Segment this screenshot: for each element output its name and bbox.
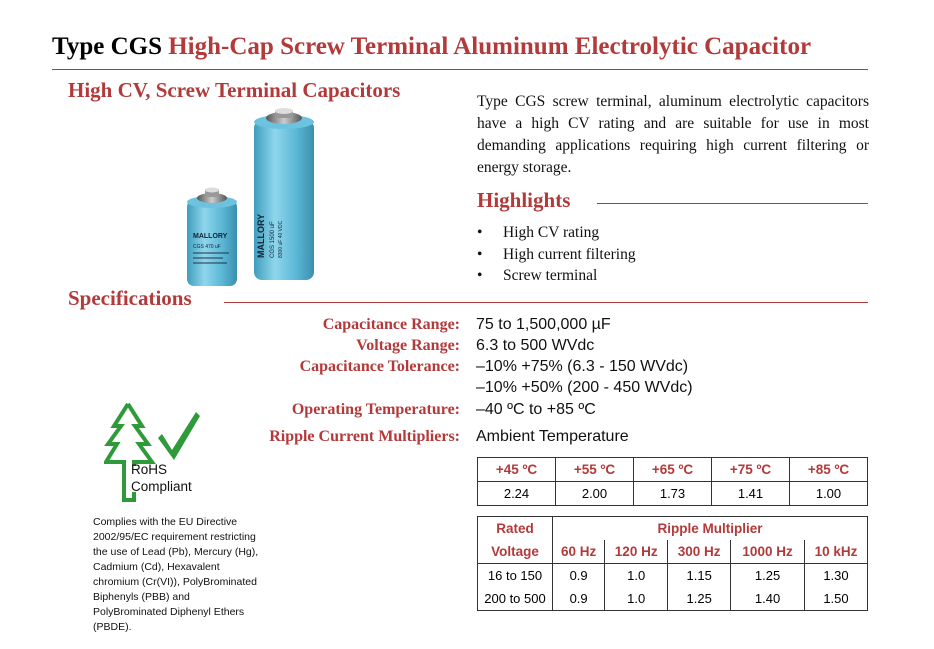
large-capacitor-brand: MALLORY	[256, 213, 266, 258]
large-capacitor	[254, 108, 314, 280]
frequency-header: 10 kHz	[804, 540, 867, 564]
table-cell: 1.50	[804, 587, 867, 611]
voltage-cell: 200 to 500	[478, 587, 553, 611]
table-header-row	[478, 458, 868, 482]
table-row	[478, 587, 868, 611]
table-cell: 0.9	[553, 587, 605, 611]
bullet-icon: •	[477, 224, 483, 241]
spec-value-tolerance-low: –10% +75% (6.3 - 150 WVdc)	[476, 358, 689, 375]
spec-value-capacitance-range: 75 to 1,500,000 µF	[476, 316, 611, 333]
rohs-logo-line2: Compliant	[131, 479, 192, 494]
spec-label-voltage-range: Voltage Range:	[356, 337, 460, 354]
spec-label-ripple-multipliers: Ripple Current Multipliers:	[269, 428, 460, 445]
voltage-header: Voltage	[478, 540, 553, 564]
table-header-row	[478, 540, 868, 564]
intro-paragraph: Type CGS screw terminal, aluminum electrolytic capacitors have a high CV rating and are suitable for use in most demanding applications requiring high current filtering or energy storage.	[477, 93, 869, 176]
capacitor-product-image	[182, 108, 332, 293]
spec-value-voltage-range: 6.3 to 500 WVdc	[476, 337, 595, 354]
small-capacitor-brand: MALLORY	[193, 233, 228, 240]
table-cell: 0.9	[553, 564, 605, 588]
highlights-rule	[597, 203, 868, 204]
rohs-compliance-text: Complies with the EU Directive 2002/95/EC requirement restricting the use of Lead (Pb), Mercury (Hg), Cadmium (Cd), Hexavalent chromium (Cr(VI)), PolyBrominated Biphenyls (PBB) and PolyBrominated Diphenyl Ethers (PBDE).	[93, 516, 259, 633]
table-cell: 1.30	[804, 564, 867, 588]
subheading: High CV, Screw Terminal Capacitors	[68, 78, 401, 102]
title-rule	[52, 69, 868, 70]
frequency-header: 1000 Hz	[731, 540, 805, 564]
large-capacitor-label: CGS 1500 uF	[270, 221, 276, 258]
table-header-row	[478, 517, 868, 541]
table-row	[478, 482, 868, 506]
title-type: Type CGS	[52, 33, 162, 60]
bullet-icon: •	[477, 245, 483, 263]
table-cell: 1.73	[634, 482, 712, 506]
table-cell: 1.41	[712, 482, 790, 506]
rohs-logo-line1: RoHS	[131, 462, 168, 477]
table-header-cell: +65 ºC	[634, 458, 712, 482]
page-title	[52, 33, 811, 61]
ambient-temperature-table	[477, 457, 868, 506]
table-cell: 1.25	[731, 564, 805, 588]
table-cell: 1.40	[731, 587, 805, 611]
table-cell: 1.25	[668, 587, 731, 611]
small-capacitor	[187, 188, 237, 287]
frequency-header: 300 Hz	[668, 540, 731, 564]
frequency-header: 60 Hz	[553, 540, 605, 564]
list-item: • Screw terminal	[477, 265, 636, 287]
checkmark-icon	[158, 412, 200, 460]
ripple-multiplier-header: Ripple Multiplier	[553, 517, 868, 541]
table-cell: 2.00	[556, 482, 634, 506]
table-cell: 1.00	[790, 482, 868, 506]
table-header-cell: +55 ºC	[556, 458, 634, 482]
rohs-logo	[104, 400, 214, 510]
table-cell: 1.0	[605, 564, 668, 588]
list-item: • High current filtering	[477, 244, 636, 266]
spec-label-operating-temperature: Operating Temperature:	[291, 401, 460, 418]
table-header-cell: +75 ºC	[712, 458, 790, 482]
table-header-cell: +45 ºC	[478, 458, 556, 482]
highlights-title: Highlights	[477, 188, 571, 212]
rated-header: Rated	[478, 517, 553, 541]
voltage-cell: 16 to 150	[478, 564, 553, 588]
title-name: High-Cap Screw Terminal Aluminum Electrolytic Capacitor	[168, 33, 812, 60]
table-row	[478, 564, 868, 588]
spec-label-capacitance-range: Capacitance Range:	[322, 316, 460, 333]
table-header-cell: +85 ºC	[790, 458, 868, 482]
bullet-icon: •	[477, 267, 483, 284]
list-item: • High CV rating	[477, 222, 636, 244]
specifications-rule	[224, 302, 868, 303]
table-cell: 1.0	[605, 587, 668, 611]
spec-value-tolerance-high: –10% +50% (200 - 450 WVdc)	[476, 379, 693, 396]
table-cell: 2.24	[478, 482, 556, 506]
highlights-list	[477, 222, 636, 287]
frequency-header: 120 Hz	[605, 540, 668, 564]
spec-value-operating-temperature: –40 ºC to +85 ºC	[476, 401, 596, 418]
spec-label-capacitance-tolerance: Capacitance Tolerance:	[299, 358, 460, 375]
specifications-title: Specifications	[68, 286, 192, 310]
small-capacitor-label: CGS 470 uF	[193, 244, 221, 250]
spec-value-ambient-temperature: Ambient Temperature	[476, 428, 629, 445]
svg-text:8300 uF 40 VDC: 8300 uF 40 VDC	[278, 220, 284, 258]
table-cell: 1.15	[668, 564, 731, 588]
ripple-multiplier-table	[477, 516, 868, 611]
